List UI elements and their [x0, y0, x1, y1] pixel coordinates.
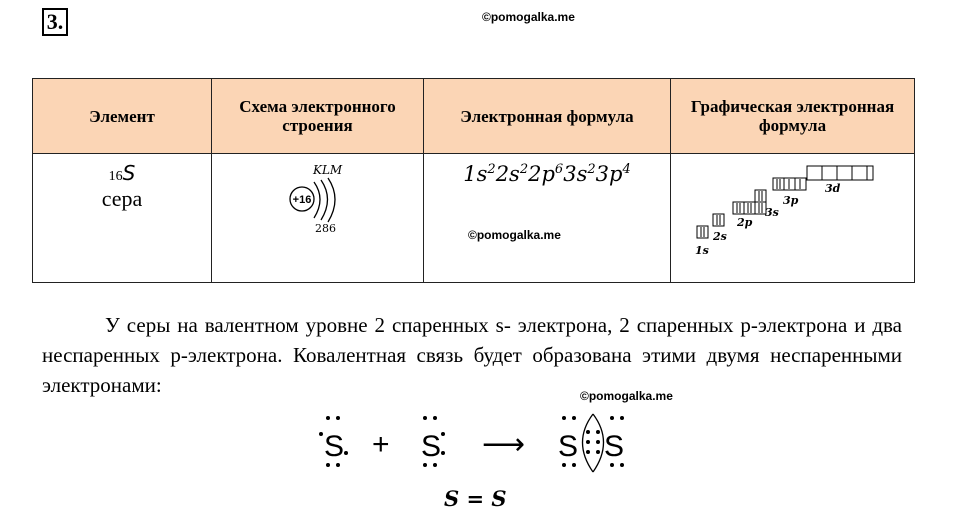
element-name: сера — [101, 186, 143, 211]
orbital-label: 2s — [713, 230, 727, 243]
lewis-product-left: S — [558, 430, 579, 463]
orbital-label: 3s — [765, 206, 779, 219]
element-symbol: S — [122, 161, 136, 185]
shell-labels: KLM — [313, 163, 343, 177]
orbital-label: 3d — [825, 182, 841, 195]
header-formula: Электронная формула — [424, 79, 671, 154]
atom-scheme-diagram — [278, 160, 378, 236]
formula-part: $3p^4$ — [595, 162, 631, 186]
watermark-table: ©pomogalka.me — [468, 228, 561, 242]
lewis-bonding-scheme — [310, 410, 630, 480]
nucleus-charge: +16 — [292, 194, 312, 206]
lewis-product-right: S — [604, 430, 625, 463]
orbital-label: 1s — [695, 244, 709, 257]
scheme-cell — [212, 154, 424, 283]
lewis-sulfur-right: S — [421, 430, 442, 463]
watermark-top: ©pomogalka.me — [482, 10, 575, 24]
lewis-sulfur-left: S — [324, 430, 345, 463]
formula-part: $1s^2$ — [463, 162, 496, 186]
watermark-bottom: ©pomogalka.me — [580, 389, 673, 403]
reaction-arrow: ⟶ — [482, 428, 526, 461]
electron-formula-cell — [424, 154, 671, 283]
explanation-paragraph: У серы на валентном уровне 2 спаренных s- электрона, 2 спаренных р-электрона и два неспаренных р-электрона. Ковалентная связь будет образована этими двумя неспаренными электронами: — [42, 313, 902, 397]
element-cell — [33, 154, 212, 283]
formula-part: $2p^6$ — [528, 162, 564, 186]
formula-part: $2s^2$ — [495, 162, 529, 186]
orbital-label: 2p — [737, 216, 753, 229]
final-formula: S = S — [444, 486, 507, 511]
header-element: Элемент — [33, 79, 212, 154]
element-table — [32, 78, 915, 283]
header-scheme: Схема электронного строения — [212, 79, 424, 154]
graphic-formula-cell — [671, 154, 915, 283]
task-number: 3. — [42, 8, 68, 36]
electron-counts: 286 — [315, 222, 336, 235]
atomic-number: 16 — [108, 169, 123, 184]
orbital-diagram — [695, 162, 875, 262]
lewis-plus: + — [372, 428, 390, 461]
orbital-label: 3p — [783, 194, 799, 207]
header-graphic: Графическая электронная формула — [671, 79, 915, 154]
formula-part: $3s^2$ — [563, 162, 596, 186]
